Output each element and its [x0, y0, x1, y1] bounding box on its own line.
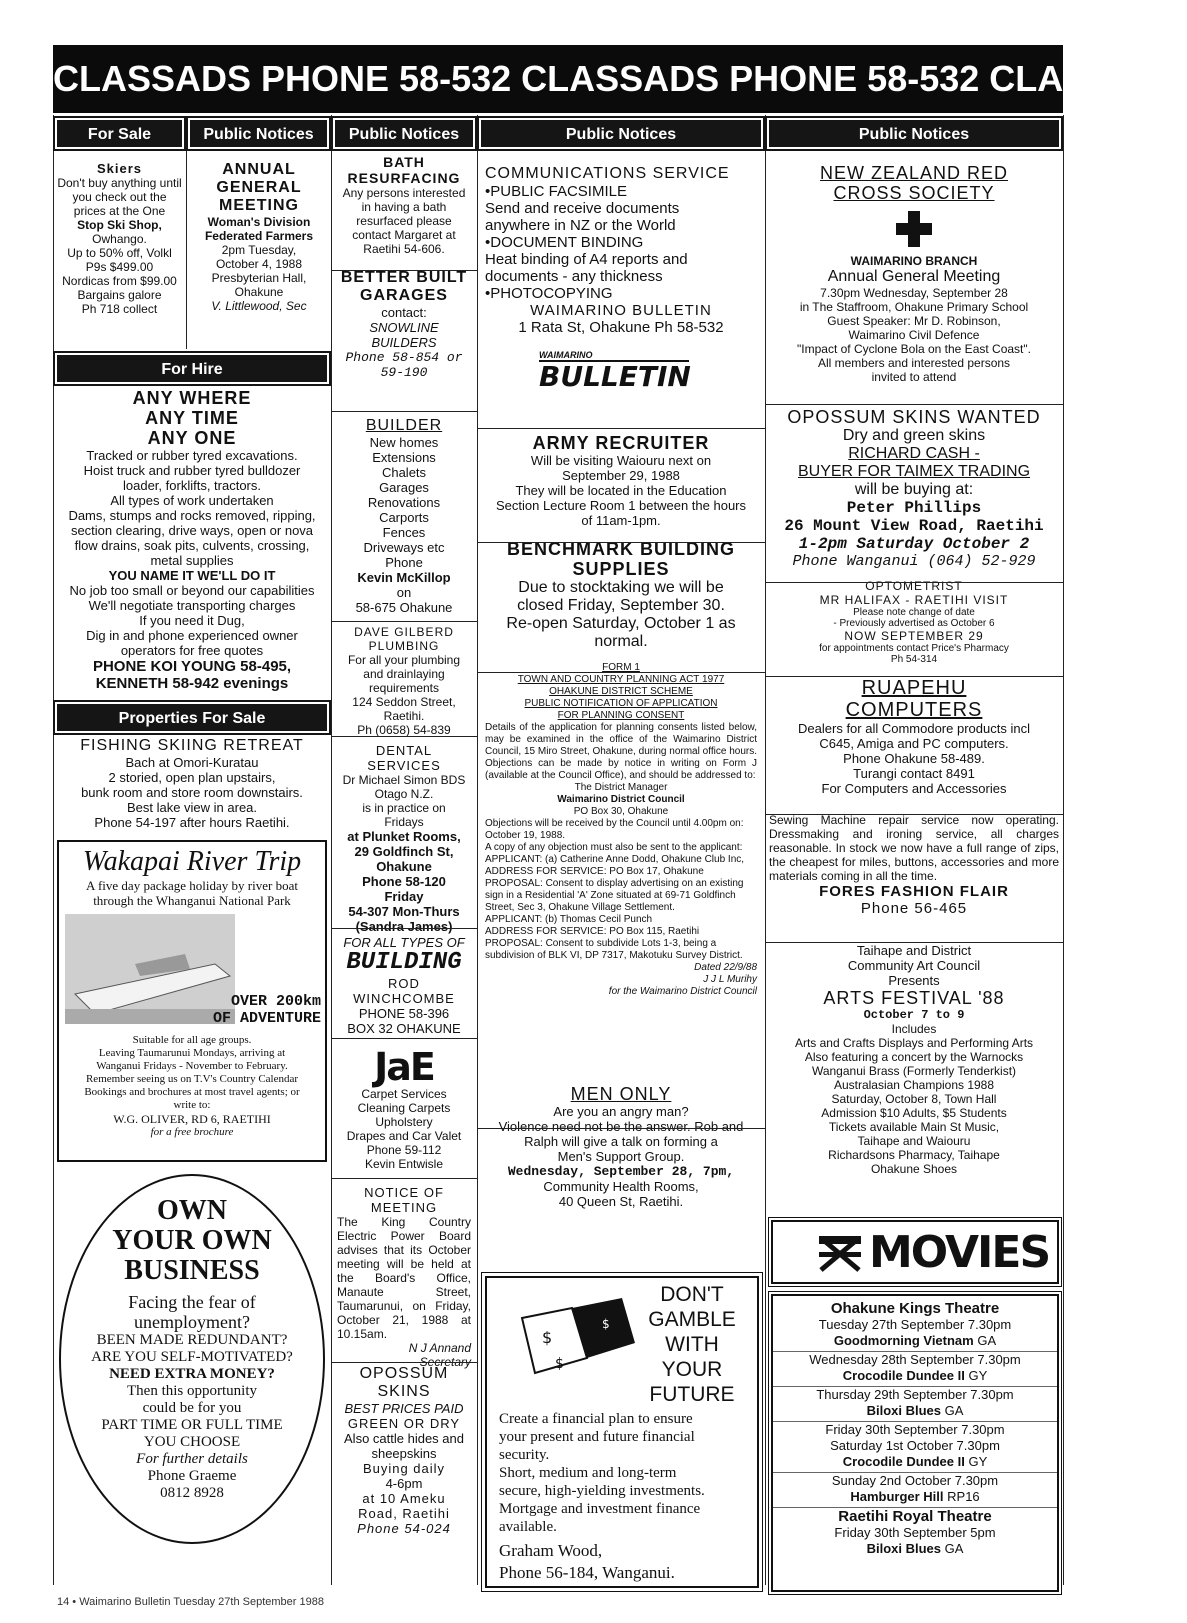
bath-resurfacing-ad: BATH RESURFACING Any persons interested in having a bath resurfaced please contact Margaret at Raetihi 54-606. — [342, 154, 466, 256]
svg-text:$: $ — [542, 1328, 553, 1347]
movies-logo: MOVIES — [771, 1220, 1059, 1284]
section-header-public-notices-3: Public Notices — [481, 120, 761, 147]
better-built-garages-ad: BETTER BUILT GARAGES contact: SNOWLINE BUILDERS Phone 58-854 or 59-190 — [340, 269, 468, 380]
benchmark-building-supplies-ad: BENCHMARK BUILDING SUPPLIES Due to stocktaking we will be closed Friday, September 30. Re-open Saturday, October 1 as normal. — [506, 539, 736, 650]
section-header-public-notices-2: Public Notices — [335, 120, 473, 147]
annual-general-meeting-ad: ANNUAL GENERAL MEETING Woman's Division Federated Farmers 2pm Tuesday, October 4, 1988 Presbyterian Hall, Ohakune V. Littlewood, Sec — [186, 151, 331, 349]
dice-icon — [517, 1288, 637, 1383]
dental-services-ad: DENTAL SERVICES Dr Michael Simon BDS Otago N.Z. is in practice on Fridays at Plunket Rooms, 29 Goldfinch St, Ohakune Phone 58-120 Friday 54-307 Mon-Thurs (Sandra James) — [342, 743, 466, 934]
planning-consent-notice: FORM 1 TOWN AND COUNTRY PLANNING ACT 1977 OHAKUNE DISTRICT SCHEME PUBLIC NOTIFICATION OF APPLICATION FOR PLANNING CONSENT Details of the application for planning consents listed below, may be examined in the office of the Waimarino District Council, 15 Miro Street, Ohakune, during normal office hours. Objections can be made by notice in writing on Form J (available at the Council Office), and should be addressed to: The District Manager Waimarino District Council PO Box 30, Ohakune Objections will be received by the Council until 4.00pm on: October 19, 1988. A copy of any objection must also be sent to the applicant: APPLICANT: (a) Catherine Anne Dodd, Ohakune Club Inc, ADDRESS FOR SERVICE: PO Box 17, Ohakune PROPOSAL: Consent to display advertising on an existing sign in a Residential 'A' Zone situated at 69-71 Goldfinch Street, Sec 3, Ohakune Village Settlement. APPLICANT: (b) Thomas Cecil Punch ADDRESS FOR SERVICE: PO Box 115, Raetihi PROPOSAL: Consent to subdivide Lots 1-3, being a subdivision of BLK VI, DP 7317, Makotuku Survey District. Dated 22/9/88 J J L Murihy for the Waimarino District Council — [485, 662, 757, 997]
classads-banner: CLASSADS PHONE 58-532 CLASSADS PHONE 58-532 CLASSADS — [53, 45, 1063, 113]
page-footer: 14 • Waimarino Bulletin Tuesday 27th September 1988 — [57, 1596, 324, 1608]
opossum-skins-wanted-ad: OPOSSUM SKINS WANTED Dry and green skins RICHARD CASH - BUYER FOR TAIMEX TRADING will be buying at: Peter Phillips 26 Mount View Road, Raetihi 1-2pm Saturday October 2 Phone Wanganui (064) 52-929 — [784, 407, 1044, 570]
fores-fashion-flair-ad: Sewing Machine repair service now operating. Dressmaking and ironing service, all charges reasonable. In stock we now have a full range of zips, the cheapest for miles, buttons, accessories and more materials coming in all the time. FORES FASHION FLAIR Phone 56-465 — [769, 813, 1059, 917]
ruapehu-computers-ad: RUAPEHU COMPUTERS Dealers for all Commodore products incl C645, Amiga and PC computers. Phone Ohakune 58-489. Turangi contact 8491 For Computers and Accessories — [798, 677, 1030, 796]
red-cross-ad: NEW ZEALAND RED CROSS SOCIETY WAIMARINO BRANCH Annual General Meeting 7.30pm Wednesday, September 28 in The Staffroom, Ohakune Primary School Guest Speaker: Mr D. Robinson, Waimarino Civil Defence "Impact of Cyclone Bola on the East Coast". All members and interested persons invited to attend — [797, 163, 1031, 384]
own-business-ad: OWN YOUR OWN BUSINESS Facing the fear of unemployment? BEEN MADE REDUNDANT? ARE YOU SELF-MOTIVATED? NEED EXTRA MONEY? Then this opportunity could be for you PART TIME OR FULL TIME YOU CHOOSE For further details Phone Graeme 0812 8928 — [59, 1174, 325, 1544]
fishing-skiing-retreat-ad: FISHING SKIING RETREAT Bach at Omori-Kuratau 2 storied, open plan upstairs, bunk room and store room downstairs. Best lake view in area. Phone 54-197 after hours Raetihi. — [80, 737, 304, 830]
builder-ad: BUILDER New homes Extensions Chalets Garages Renovations Carports Fences Driveways etc Phone Kevin McKillop on 58-675 Ohakune — [355, 417, 453, 615]
boat-photo-icon — [65, 914, 235, 1024]
arts-festival-ad: Taihape and District Community Art Council Presents ARTS FESTIVAL '88 October 7 to 9 Includes Arts and Crafts Displays and Performing Arts Also featuring a concert by the Warnocks Wanganui Brass (Formerly Tenderkist) Australasian Champions 1988 Saturday, October 8, Town Hall Admission $10 Adults, $5 Students Tickets available Main St Music, Taihape and Waiouru Richardsons Pharmacy, Taihape Ohakune Shoes — [794, 943, 1034, 1176]
plumbing-ad: DAVE GILBERD PLUMBING For all your plumbing and drainlaying requirements 124 Seddon Street, Raetihi. Ph (0658) 54-839 — [347, 625, 461, 737]
power-board-meeting-ad: NOTICE OF MEETING The King Country Electric Power Board advises that its October meeting will be held at the Board's Office, Manaute Street, Taumarunui, on Friday, October 21, 1988 at 10.15am. N J Annand Secretary — [337, 1185, 471, 1369]
agm-title: ANNUAL GENERAL MEETING — [216, 161, 302, 214]
communications-service-ad: COMMUNICATIONS SERVICE •PUBLIC FACSIMILE Send and receive documents anywhere in NZ or the World •DOCUMENT BINDING Heat binding of A4 reports and documents - any thickness •PHOTOCOPYING WAIMARINO BULLETIN 1 Rata St, Ohakune Ph 58-532 WAIMARINO BULLETIN — [485, 165, 730, 393]
red-cross-icon — [896, 211, 932, 247]
movie-listings: Ohakune Kings Theatre Tuesday 27th September 7.30pm Goodmorning Vietnam GA Wednesday 28th September 7.30pm Crocodile Dundee II GY Thursday 29th September 7.30pm Biloxi Blues GA Friday 30th September 7.30pm Saturday 1st October 7.30pm Crocodile Dundee II GY Sunday 2nd October 7.30pm Hamburger Hill RP16 Raetihi Royal Theatre Friday 30th September 5pm Biloxi Blues GA — [771, 1294, 1059, 1592]
svg-text:$: $ — [555, 1356, 564, 1372]
men-only-ad: MEN ONLY Are you an angry man? Violence need not be the answer. Rob and Ralph will give a talk on forming a Men's Support Group. Wednesday, September 28, 7pm, Community Health Rooms, 40 Queen St, Raetihi. — [498, 1084, 744, 1209]
section-header-public-notices: Public Notices — [190, 120, 327, 147]
section-header-public-notices-4: Public Notices — [769, 120, 1059, 147]
army-recruiter-ad: ARMY RECRUITER Will be visiting Waiouru next on September 29, 1988 They will be located in the Education Section Lecture Room 1 between the hours of 11am-1pm. — [495, 433, 747, 528]
director-chair-icon — [817, 1234, 863, 1274]
excavation-hire-ad: ANY WHERE ANY TIME ANY ONE Tracked or rubber tyred excavations. Hoist truck and rubber tyred bulldozer loader, forklifts, tractors. All types of work undertaken Dams, stumps and rocks removed, ripping, section clearing, drive ways, open or nova flow drains, soak pits, culvents, crossing, metal supplies YOU NAME IT WE'LL DO IT No job too small or beyond our capabilities We'll negotiate transporting charges If you need it Dug, Dig in and phone experienced owner operators for free quotes PHONE KOI YOUNG 58-495, KENNETH 58-942 evenings — [68, 388, 316, 692]
gamble-financial-plan-ad: $ $ $ DON'T GAMBLE WITH YOUR FUTURE Create a financial plan to ensure your present and future financial security. Short, medium and long-term secure, high-yielding investments. Mortgage and investment finance available. Graham Wood, Phone 56-184, Wanganui. — [485, 1276, 759, 1588]
opossum-skins-ad: OPOSSUM SKINS BEST PRICES PAID GREEN OR DRY Also cattle hides and sheepskins Buying daily 4-6pm at 10 Ameku Road, Raetihi Phone 54-024 — [344, 1365, 464, 1536]
jae-logo-icon: JaE — [374, 1045, 434, 1089]
optometrist-ad: OPTOMETRIST MR HALIFAX - RAETIHI VISIT Please note change of date - Previously advertised as October 6 NOW SEPTEMBER 29 for appointments contact Price's Pharmacy Ph 54-314 — [819, 579, 1009, 665]
section-header-properties: Properties For Sale — [57, 704, 327, 731]
section-header-for-sale: For Sale — [57, 120, 182, 147]
section-header-for-hire: For Hire — [57, 355, 327, 382]
jae-carpet-services-ad: JaE Carpet Services Cleaning Carpets Upholstery Drapes and Car Valet Phone 59-112 Kevin Entwisle — [331, 1041, 477, 1181]
skiers-title: Skiers — [96, 161, 143, 176]
skiers-ad: Skiers Don't buy anything until you check out the prices at the One Stop Ski Shop, Owhango. Up to 50% off, Volkl P9s $499.00 Nordicas from $99.00 Bargains galore Ph 718 collect — [53, 151, 186, 349]
wakapai-river-trip-ad: Wakapai River Trip A five day package holiday by river boat through the Whanganui National Park OVER 200km OF ADVENTURE Suitable for all age groups. Leaving Taumarunui Mondays, arriving at Wanganui Fridays - November to February. Remember seeing us on T.V's Country Calendar Bookings and brochures at most travel agents; or write to: W.G. OLIVER, RD 6, RAETIHI for a free brochure — [57, 840, 327, 1162]
bulletin-logo: WAIMARINO BULLETIN — [539, 350, 691, 393]
building-winchcombe-ad: FOR ALL TYPES OF BUILDING ROD WINCHCOMBE PHONE 58-396 BOX 32 OHAKUNE — [343, 935, 465, 1036]
svg-text:$: $ — [602, 1317, 610, 1331]
